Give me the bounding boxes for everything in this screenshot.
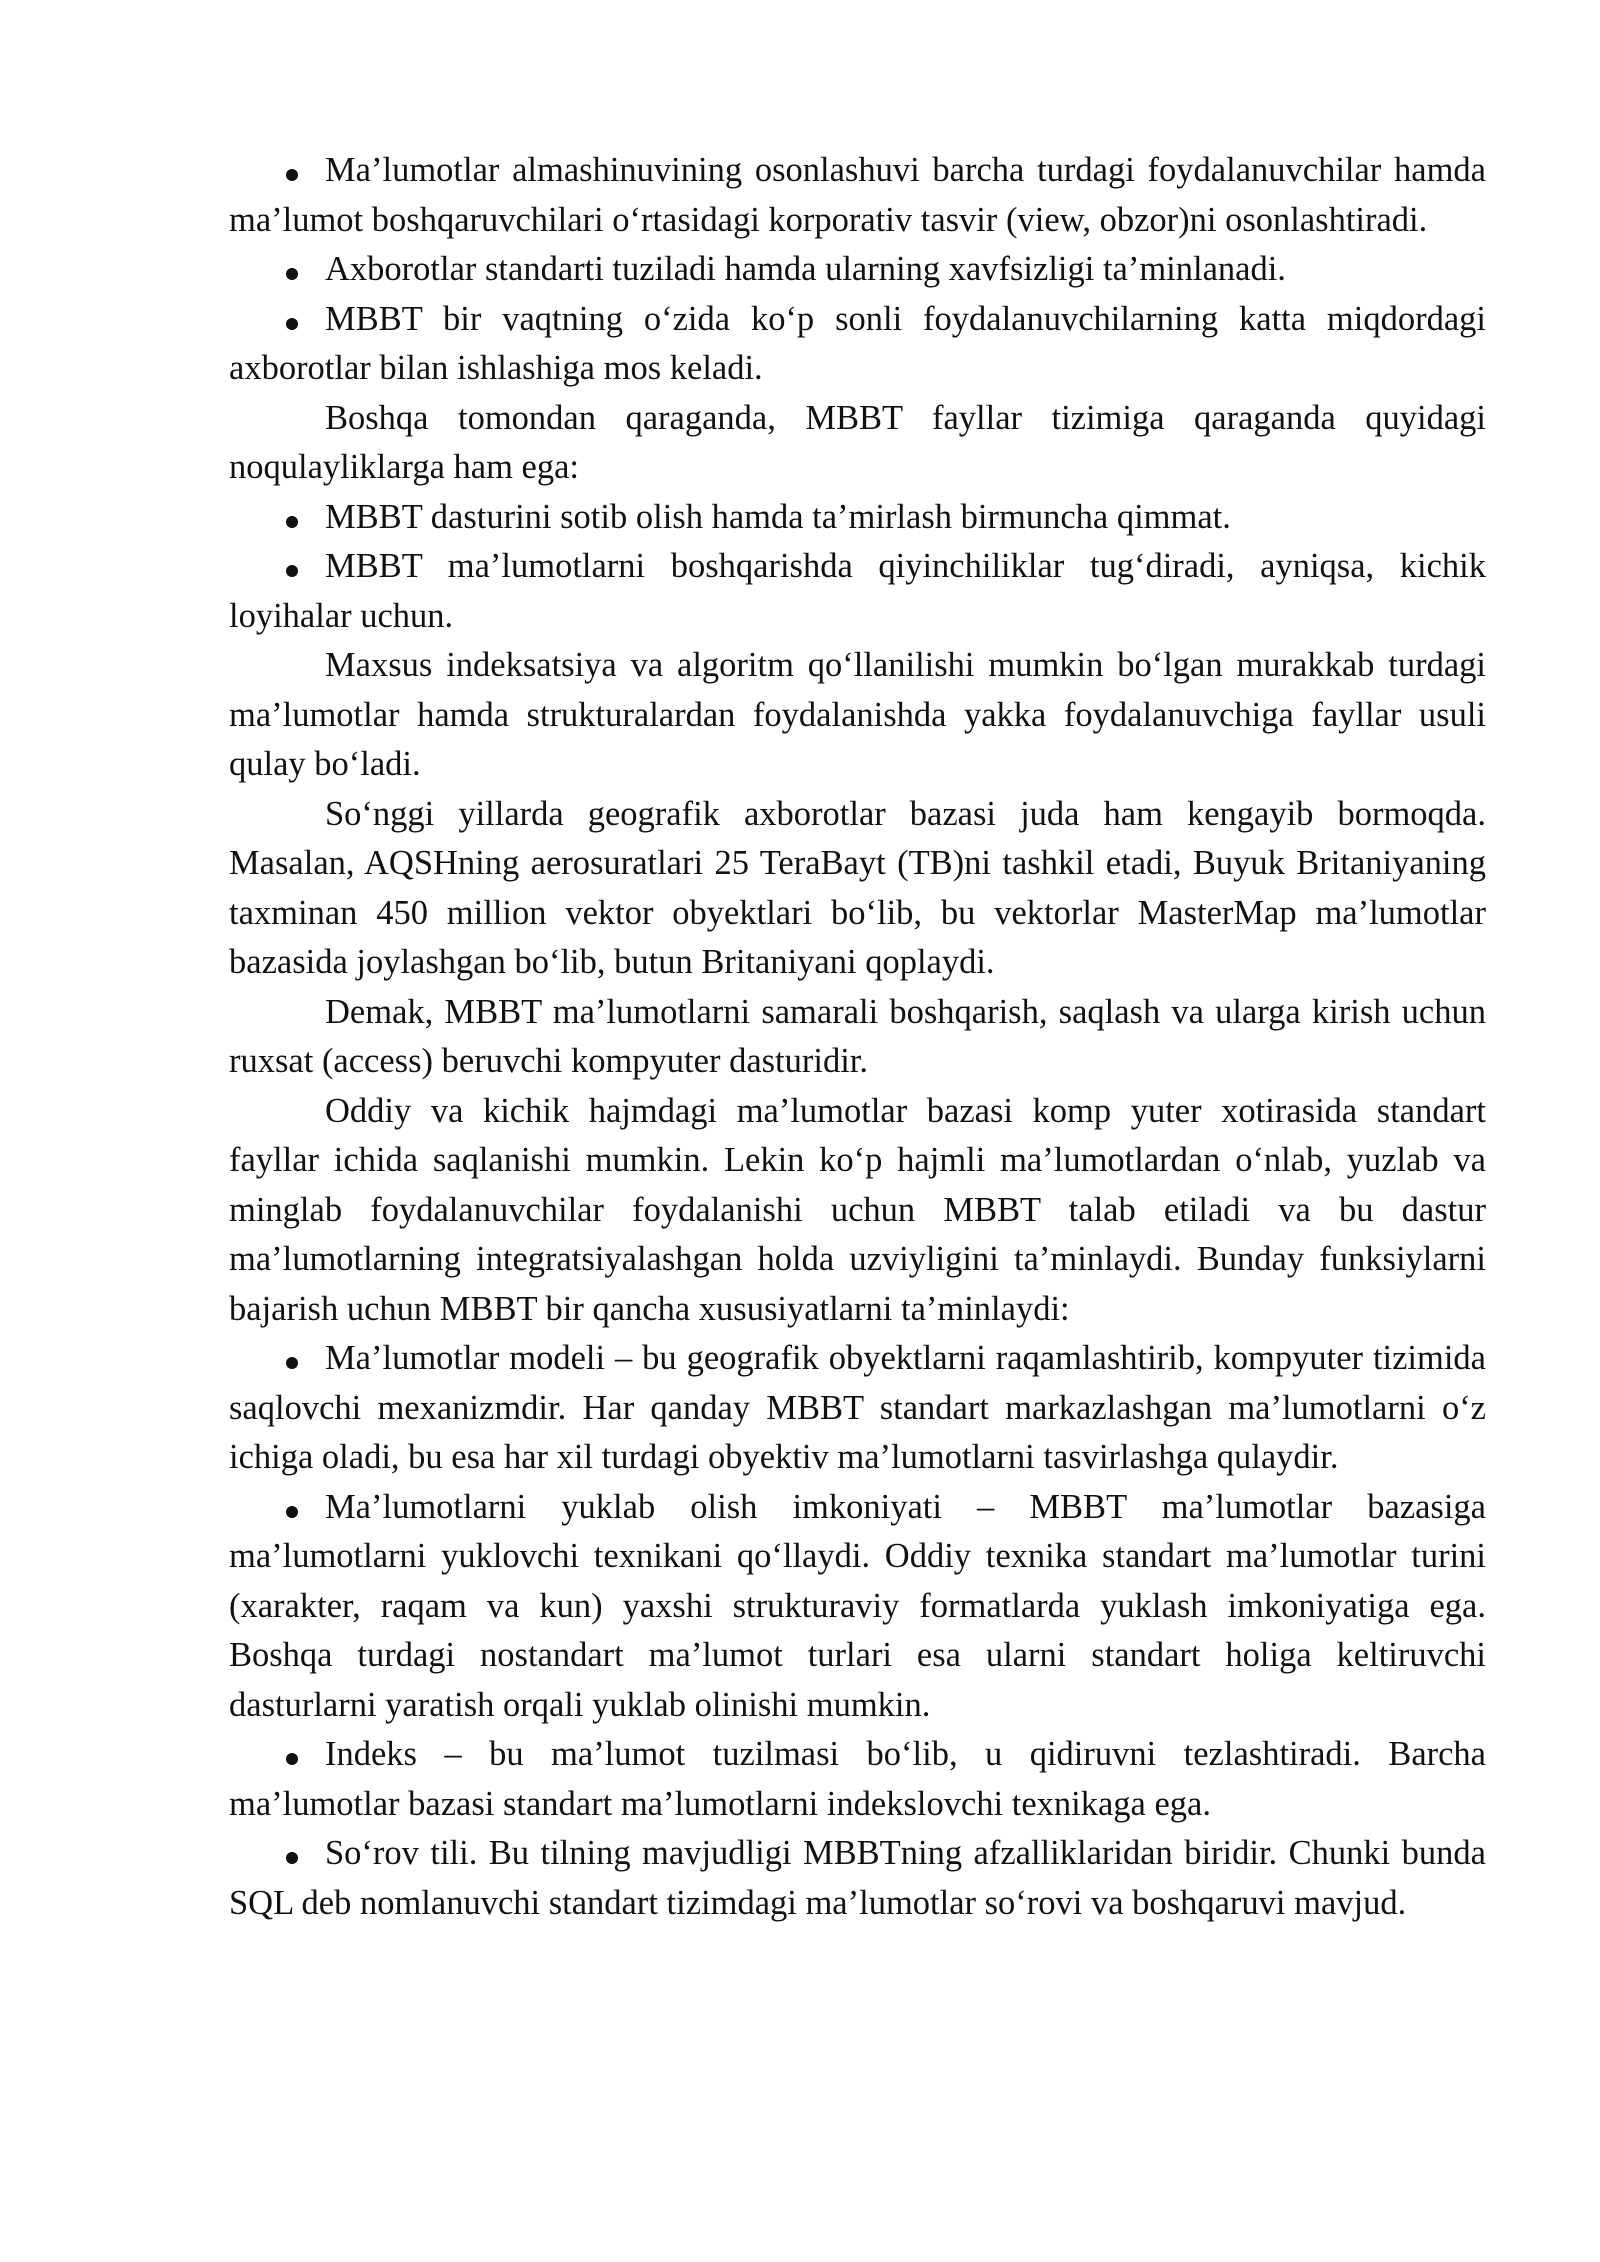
- bullet-item: [229, 295, 1486, 394]
- document-page: [229, 146, 1486, 1928]
- bullet-item: [229, 1730, 1486, 1829]
- bullet-text: Axborotlar standarti tuziladi hamda ularning xavfsizligi ta’minlanadi.: [325, 250, 1286, 288]
- bullet-item: [229, 493, 1486, 543]
- bullet-text: Ma’lumotlar modeli – bu geografik obyektlarni raqamlashtirib, kompyuter tizimida saqlovchi mexanizmdir. Har qanday MBBT standart markazlashgan ma’lumotlarni o‘z ichiga oladi, bu esa har xil turdagi obyektiv ma’lumotlarni tasvirlashga qulaydir.: [229, 1339, 1486, 1476]
- paragraph: Demak, MBBT ma’lumotlarni samarali boshqarish, saqlash va ularga kirish uchun ruxsat (access) beruvchi kompyuter dasturidir.: [229, 992, 1486, 1080]
- bullet-text: Indeks – bu ma’lumot tuzilmasi bo‘lib, u qidiruvni tezlashtiradi. Barcha ma’lumotlar bazasi standart ma’lumotlarni indekslovchi texnikaga ega.: [229, 1735, 1486, 1823]
- bullet-item: [229, 1483, 1486, 1731]
- paragraph: Boshqa tomondan qaraganda, MBBT fayllar tizimiga qaraganda quyidagi noqulayliklarga ham ega:: [229, 398, 1486, 486]
- bullet-text: MBBT dasturini sotib olish hamda ta’mirlash birmuncha qimmat.: [325, 497, 1231, 536]
- bullet-text: Ma’lumotlar almashinuvining osonlashuvi barcha turdagi foydalanuvchilar hamda ma’lumot boshqaruvchilari o‘rtasidagi korporativ tasvir (view, obzor)ni osonlashtiradi.: [229, 151, 1486, 239]
- bullet-item: [229, 1829, 1486, 1928]
- bullet-text: Ma’lumotlarni yuklab olish imkoniyati – MBBT ma’lumotlar bazasiga ma’lumotlarni yuklovchi texnikani qo‘llaydi. Oddiy texnika standart ma’lumotlar turini (xarakter, raqam va kun) yaxshi strukturaviy formatlarda yuklash imkoniyatiga ega. Boshqa turdagi nostandart ma’lumot turlari esa ularni standart holiga keltiruvchi dasturlarni yaratish orqali yuklab olinishi mumkin.: [229, 1487, 1486, 1724]
- bullet-item: [229, 542, 1486, 641]
- bullet-text: MBBT ma’lumotlarni boshqarishda qiyinchiliklar tug‘diradi, ayniqsa, kichik loyihalar uchun.: [229, 547, 1486, 635]
- bullet-text: So‘rov tili. Bu tilning mavjudligi MBBTning afzalliklaridan biridir. Chunki bunda SQL deb nomlanuvchi standart tizimdagi ma’lumotlar so‘rovi va boshqaruvi mavjud.: [229, 1834, 1486, 1922]
- bullet-text: MBBT bir vaqtning o‘zida ko‘p sonli foydalanuvchilarning katta miqdordagi axborotlar bilan ishlashiga mos keladi.: [229, 299, 1486, 387]
- bullet-item: [229, 1334, 1486, 1483]
- bullet-item: [229, 146, 1486, 245]
- paragraph: Maxsus indeksatsiya va algoritm qo‘llanilishi mumkin bo‘lgan murakkab turdagi ma’lumotlar hamda strukturalardan foydalanishda yakka foydalanuvchiga fayllar usuli qulay bo‘ladi.: [229, 646, 1486, 783]
- bullet-item: [229, 245, 1486, 295]
- paragraph: So‘nggi yillarda geografik axborotlar bazasi juda ham kengayib bormoqda. Masalan, AQSHning aerosuratlari 25 TeraBayt (TB)ni tashkil etadi, Buyuk Britaniyaning taxminan 450 million vektor obyektlari bo‘lib, bu vektorlar MasterMap ma’lumotlar bazasida joylashgan bo‘lib, butun Britaniyani qoplaydi.: [229, 794, 1486, 981]
- paragraph: Oddiy va kichik hajmdagi ma’lumotlar bazasi komp yuter xotirasida standart fayllar ichida saqlanishi mumkin. Lekin ko‘p hajmli ma’lumotlardan o‘nlab, yuzlab va minglab foydalanuvchilar foydalanishi uchun MBBT talab etiladi va bu dastur ma’lumotlarning integratsiyalashgan holda uzviyligini ta’minlaydi. Bunday funksiylarni bajarish uchun MBBT bir qancha xususiyatlarni ta’minlaydi:: [229, 1091, 1486, 1328]
